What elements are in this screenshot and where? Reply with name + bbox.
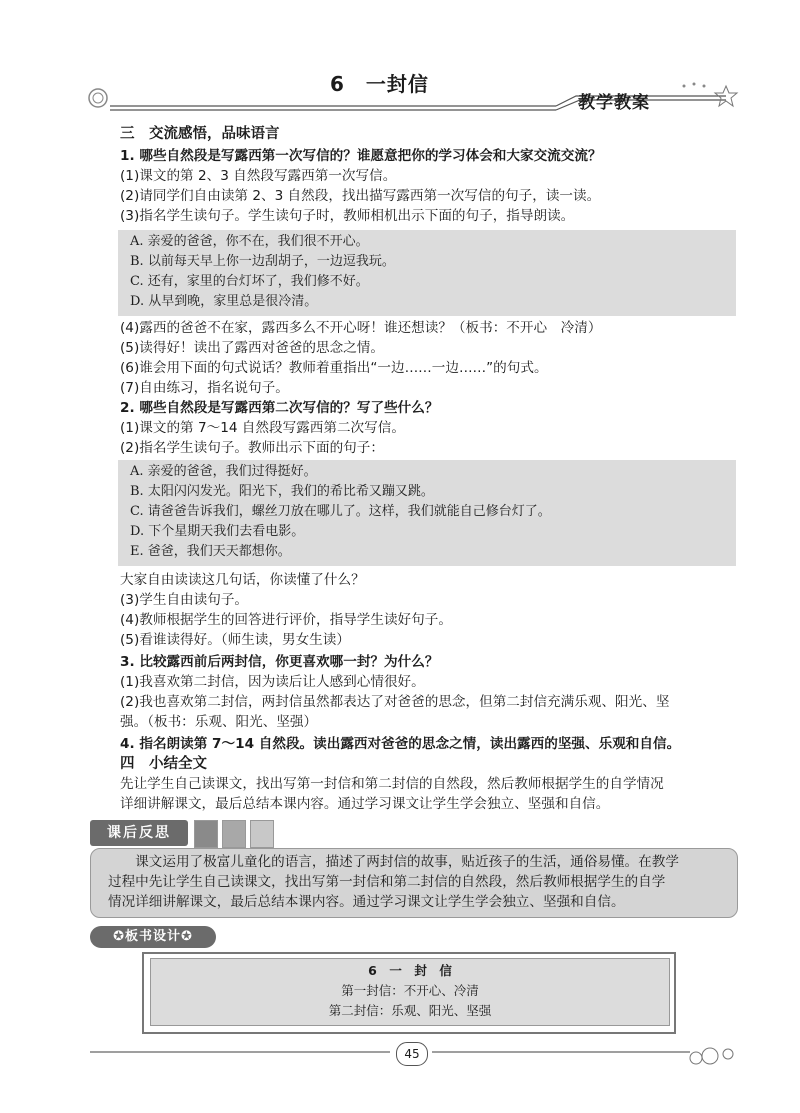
text-line: (7)自由练习，指名说句子。 xyxy=(120,380,289,396)
board-line-2: 第二封信：乐观、阳光、坚强 xyxy=(328,1003,492,1018)
text-line: (3)指名学生读句子。学生读句子时，教师相机出示下面的句子，指导朗读。 xyxy=(120,208,575,224)
tab-square xyxy=(194,820,218,848)
text-line: (4)露西的爸爸不在家，露西多么不开心呀！谁还想读？（板书：不开心 冷清） xyxy=(120,320,602,336)
text-line: 大家自由读读这几句话，你读懂了什么？ xyxy=(120,572,365,588)
text-line: (2)我也喜欢第二封信，两封信虽然都表达了对爸爸的思念，但第二封信充满乐观、阳光、坚 xyxy=(120,694,670,710)
section-heading: 四 小结全文 xyxy=(120,756,207,772)
sentence-option: B. 太阳闪闪发光。阳光下，我们的希比希又蹦又跳。 xyxy=(130,484,434,499)
text-line: (5)看谁读得好。（师生读，男女生读） xyxy=(120,632,350,648)
text-line: (1)课文的第 7～14 自然段写露西第二次写信。 xyxy=(120,420,405,436)
reflection-line: 课文运用了极富儿童化的语言，描述了两封信的故事，贴近孩子的生活，通俗易懂。在教学 xyxy=(108,854,679,870)
tab-square xyxy=(250,820,274,848)
reflection-tab: 课后反思 xyxy=(90,820,188,846)
sentence-option: A. 亲爱的爸爸，我们过得挺好。 xyxy=(130,464,317,479)
text-line: (6)谁会用下面的句式说话？教师着重指出“一边……一边……”的句式。 xyxy=(120,360,548,376)
board-design-tab: ✪板书设计✪ xyxy=(90,926,216,948)
reflection-line: 情况详细讲解课文，最后总结本课内容。通过学习课文让学生学会独立、坚强和自信。 xyxy=(108,894,625,910)
board-line-1: 第一封信：不开心、冷清 xyxy=(341,983,479,998)
text-line: 详细讲解课文，最后总结本课内容。通过学习课文让学生学会独立、坚强和自信。 xyxy=(120,796,610,812)
sentence-option: D. 下个星期天我们去看电影。 xyxy=(130,524,305,539)
text-line: (3)学生自由读句子。 xyxy=(120,592,249,608)
question-1: 1. 哪些自然段是写露西第一次写信的？谁愿意把你的学习体会和大家交流交流？ xyxy=(120,148,602,164)
sentence-option: B. 以前每天早上你一边刮胡子，一边逗我玩。 xyxy=(130,254,395,269)
text-line: (5)读得好！读出了露西对爸爸的思念之情。 xyxy=(120,340,384,356)
page-number: 45 xyxy=(396,1042,428,1066)
question-3: 3. 比较露西前后两封信，你更喜欢哪一封？为什么？ xyxy=(120,654,439,670)
text-line: (1)我喜欢第二封信，因为读后让人感到心情很好。 xyxy=(120,674,425,690)
text-line: 先让学生自己读课文，找出写第一封信和第二封信的自然段，然后教师根据学生的自学情况 xyxy=(120,776,664,792)
question-4: 4. 指名朗读第 7～14 自然段。读出露西对爸爸的思念之情，读出露西的坚强、乐观和自信。 xyxy=(120,736,681,752)
lesson-title: 6 一封信 xyxy=(330,72,429,96)
header-badge: 教学教案 xyxy=(578,93,650,113)
sentence-option: D. 从早到晚，家里总是很冷清。 xyxy=(130,294,318,309)
sentence-option: C. 还有，家里的台灯坏了，我们修不好。 xyxy=(130,274,369,289)
question-2: 2. 哪些自然段是写露西第二次写信的？写了些什么？ xyxy=(120,400,439,416)
text-line: 强。（板书：乐观、阳光、坚强） xyxy=(120,714,318,730)
text-line: (4)教师根据学生的回答进行评价，指导学生读好句子。 xyxy=(120,612,452,628)
sentence-option: C. 请爸爸告诉我们，螺丝刀放在哪儿了。这样，我们就能自己修台灯了。 xyxy=(130,504,551,519)
text-line: (2)请同学们自由读第 2、3 自然段，找出描写露西第一次写信的句子，读一读。 xyxy=(120,188,601,204)
tab-square xyxy=(222,820,246,848)
text-line: (2)指名学生读句子。教师出示下面的句子： xyxy=(120,440,384,456)
sentence-option: A. 亲爱的爸爸，你不在，我们很不开心。 xyxy=(130,234,369,249)
reflection-line: 过程中先让学生自己读课文，找出写第一封信和第二封信的自然段，然后教师根据学生的自学 xyxy=(108,874,666,890)
board-title: 6 一 封 信 xyxy=(368,963,452,978)
text-line: (1)课文的第 2、3 自然段写露西第一次写信。 xyxy=(120,168,397,184)
sentence-option: E. 爸爸，我们天天都想你。 xyxy=(130,544,291,559)
section-heading: 三 交流感悟，品味语言 xyxy=(120,126,280,142)
